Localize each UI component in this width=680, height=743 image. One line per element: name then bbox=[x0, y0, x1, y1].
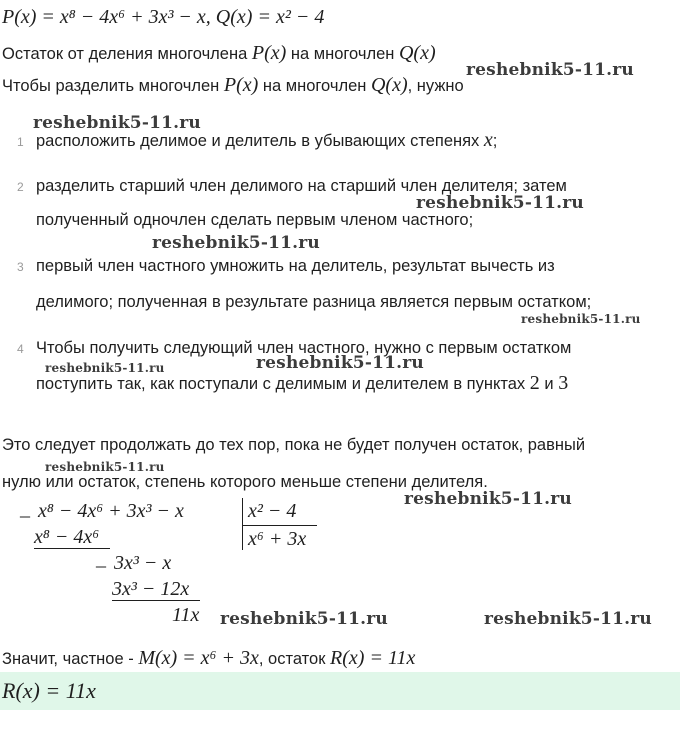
watermark: reshebnik5-11.ru bbox=[152, 233, 320, 253]
step-number: 4 bbox=[17, 342, 24, 356]
watermark: reshebnik5-11.ru bbox=[466, 60, 634, 80]
conclusion-line-2: нулю или остаток, степень которого меньше степени делителя. bbox=[2, 473, 488, 491]
intro-line-1 bbox=[2, 43, 436, 64]
watermark: reshebnik5-11.ru bbox=[416, 193, 584, 213]
watermark: reshebnik5-11.ru bbox=[33, 113, 201, 133]
watermark: reshebnik5-11.ru bbox=[45, 361, 165, 375]
step-number: 3 bbox=[17, 260, 24, 274]
division-subtrahend-2: 3x³ − 12x bbox=[112, 578, 190, 600]
step-ref-and: и bbox=[544, 375, 554, 393]
quotient-formula: M(x) = x⁶ + 3x bbox=[138, 647, 259, 669]
division-dividend: x⁸ − 4x⁶ + 3x³ − x bbox=[38, 500, 184, 522]
step-1-var: x bbox=[483, 129, 493, 151]
division-minus-2: _ bbox=[96, 548, 106, 570]
result-line bbox=[2, 648, 415, 669]
step-2-line-1: разделить старший член делимого на старший член делителя; затем bbox=[36, 177, 567, 195]
division-divisor: x² − 4 bbox=[248, 500, 297, 522]
remainder-formula: R(x) = 11x bbox=[330, 647, 416, 669]
step-1-text bbox=[36, 130, 497, 151]
division-bracket-horizontal bbox=[243, 525, 317, 526]
result-text-2: , остаток bbox=[258, 650, 326, 668]
watermark: reshebnik5-11.ru bbox=[521, 312, 641, 326]
p-formula: P(x) bbox=[223, 74, 259, 96]
step-1-line: расположить делимое и делитель в убывающих степенях bbox=[36, 132, 480, 150]
watermark: reshebnik5-11.ru bbox=[220, 609, 388, 629]
step-ref-3: 3 bbox=[558, 372, 569, 394]
intro-line-2-mid: на многочлен bbox=[262, 77, 367, 95]
step-2-line-2: полученный одночлен сделать первым членом частного; bbox=[36, 211, 474, 229]
result-text-1: Значит, частное - bbox=[2, 650, 134, 668]
intro-line-2-end: , нужно bbox=[407, 77, 464, 95]
division-bracket-vertical bbox=[242, 498, 243, 550]
p-formula: P(x) bbox=[251, 42, 287, 64]
division-subtrahend-1: x⁸ − 4x⁶ bbox=[34, 526, 100, 548]
step-number: 2 bbox=[17, 180, 24, 194]
watermark: reshebnik5-11.ru bbox=[45, 460, 165, 474]
step-3-line-1: первый член частного умножить на делитель, результат вычесть из bbox=[36, 257, 555, 275]
q-formula: Q(x) bbox=[398, 42, 436, 64]
division-minus-1: _ bbox=[20, 498, 30, 520]
division-remainder-final: 11x bbox=[172, 604, 200, 626]
watermark: reshebnik5-11.ru bbox=[404, 489, 572, 509]
intro-line-2-text: Чтобы разделить многочлен bbox=[2, 77, 220, 95]
intro-line-1-mid: на многочлен bbox=[290, 45, 395, 63]
step-4-line-1: Чтобы получить следующий член частного, нужно с первым остатком bbox=[36, 339, 572, 357]
answer-formula: R(x) = 11x bbox=[2, 678, 96, 703]
intro-line-1-text: Остаток от деления многочлена bbox=[2, 45, 248, 63]
division-underline-2 bbox=[112, 600, 200, 601]
watermark: reshebnik5-11.ru bbox=[256, 353, 424, 373]
q-formula: Q(x) bbox=[370, 74, 408, 96]
header-formula: P(x) = x⁸ − 4x⁶ + 3x³ − x, Q(x) = x² − 4 bbox=[2, 6, 325, 28]
step-3-line-2: делимого; полученная в результате разница является первым остатком; bbox=[36, 293, 592, 311]
step-number: 1 bbox=[17, 135, 24, 149]
step-1-tail: ; bbox=[492, 132, 498, 150]
answer-box bbox=[0, 672, 680, 710]
division-quotient: x⁶ + 3x bbox=[248, 528, 307, 550]
step-4-line-2 bbox=[36, 373, 568, 394]
step-ref-2: 2 bbox=[529, 372, 540, 394]
watermark: reshebnik5-11.ru bbox=[484, 609, 652, 629]
division-remainder-1: 3x³ − x bbox=[114, 552, 172, 574]
conclusion-line-1: Это следует продолжать до тех пор, пока не будет получен остаток, равный bbox=[2, 436, 586, 454]
intro-line-2 bbox=[2, 75, 464, 96]
step-4-line-2-text: поступить так, как поступали с делимым и делителем в пунктах bbox=[36, 375, 526, 393]
